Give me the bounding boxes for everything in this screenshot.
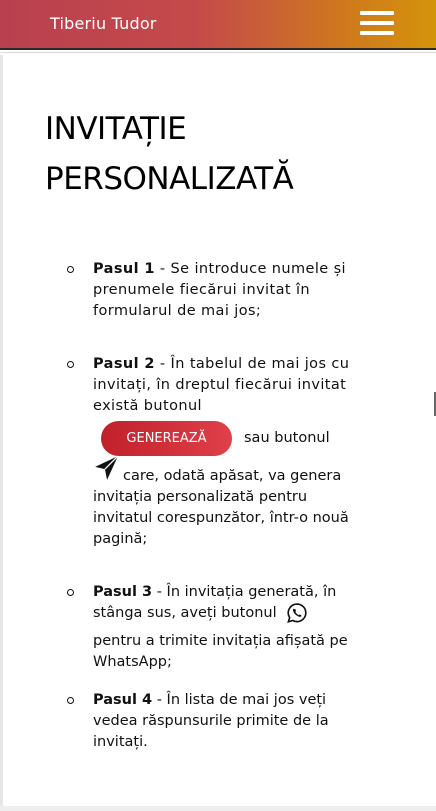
step-text: - Se introduce numele și prenumele fiecărui invitat în formularul de mai jos; <box>93 261 346 319</box>
whatsapp-icon[interactable] <box>286 602 308 624</box>
bullet-circle-icon <box>67 589 74 596</box>
list-item <box>93 259 368 322</box>
navbar-subline <box>0 52 436 53</box>
step-text: - În lista de mai jos veți vedea răspunsurile primite de la invitați. <box>93 692 329 750</box>
page-title-line2: PERSONALIZATĂ <box>45 161 294 197</box>
hamburger-menu-icon[interactable] <box>358 10 396 38</box>
page-bottom-edge <box>0 806 436 811</box>
bullet-circle-icon <box>67 266 74 273</box>
step-label: Pasul 3 <box>93 584 153 600</box>
bullet-circle-icon <box>67 697 74 704</box>
genereaza-button[interactable]: GENEREAZĂ <box>101 421 232 456</box>
list-item <box>93 582 368 624</box>
bullet-circle-icon <box>67 361 74 368</box>
step-text-continued: care, odată apăsat, va genera invitația personalizată pentru invitatul corespunzător, într-o nouă pagină; <box>93 468 349 547</box>
step-label: Pasul 4 <box>93 692 153 708</box>
list-item <box>93 690 368 753</box>
page-title <box>45 104 405 204</box>
page-left-edge <box>0 55 3 811</box>
step-label: Pasul 1 <box>93 261 155 277</box>
step-text-continued: pentru a trimite invitația afișată pe WhatsApp; <box>93 633 348 670</box>
navbar-divider <box>0 48 436 50</box>
step-text: - În invitația generată, în stânga sus, aveți butonul <box>93 584 337 621</box>
top-navbar <box>0 0 436 48</box>
brand-name[interactable]: Tiberiu Tudor <box>50 14 157 33</box>
step-text-after-button: sau butonul <box>244 430 330 446</box>
step-label: Pasul 2 <box>93 356 155 372</box>
step-text: - În tabelul de mai jos cu invitați, în dreptul fiecărui invitat există butonul <box>93 356 350 414</box>
page-title-line1: INVITAȚIE <box>45 111 187 147</box>
list-item <box>93 354 368 417</box>
